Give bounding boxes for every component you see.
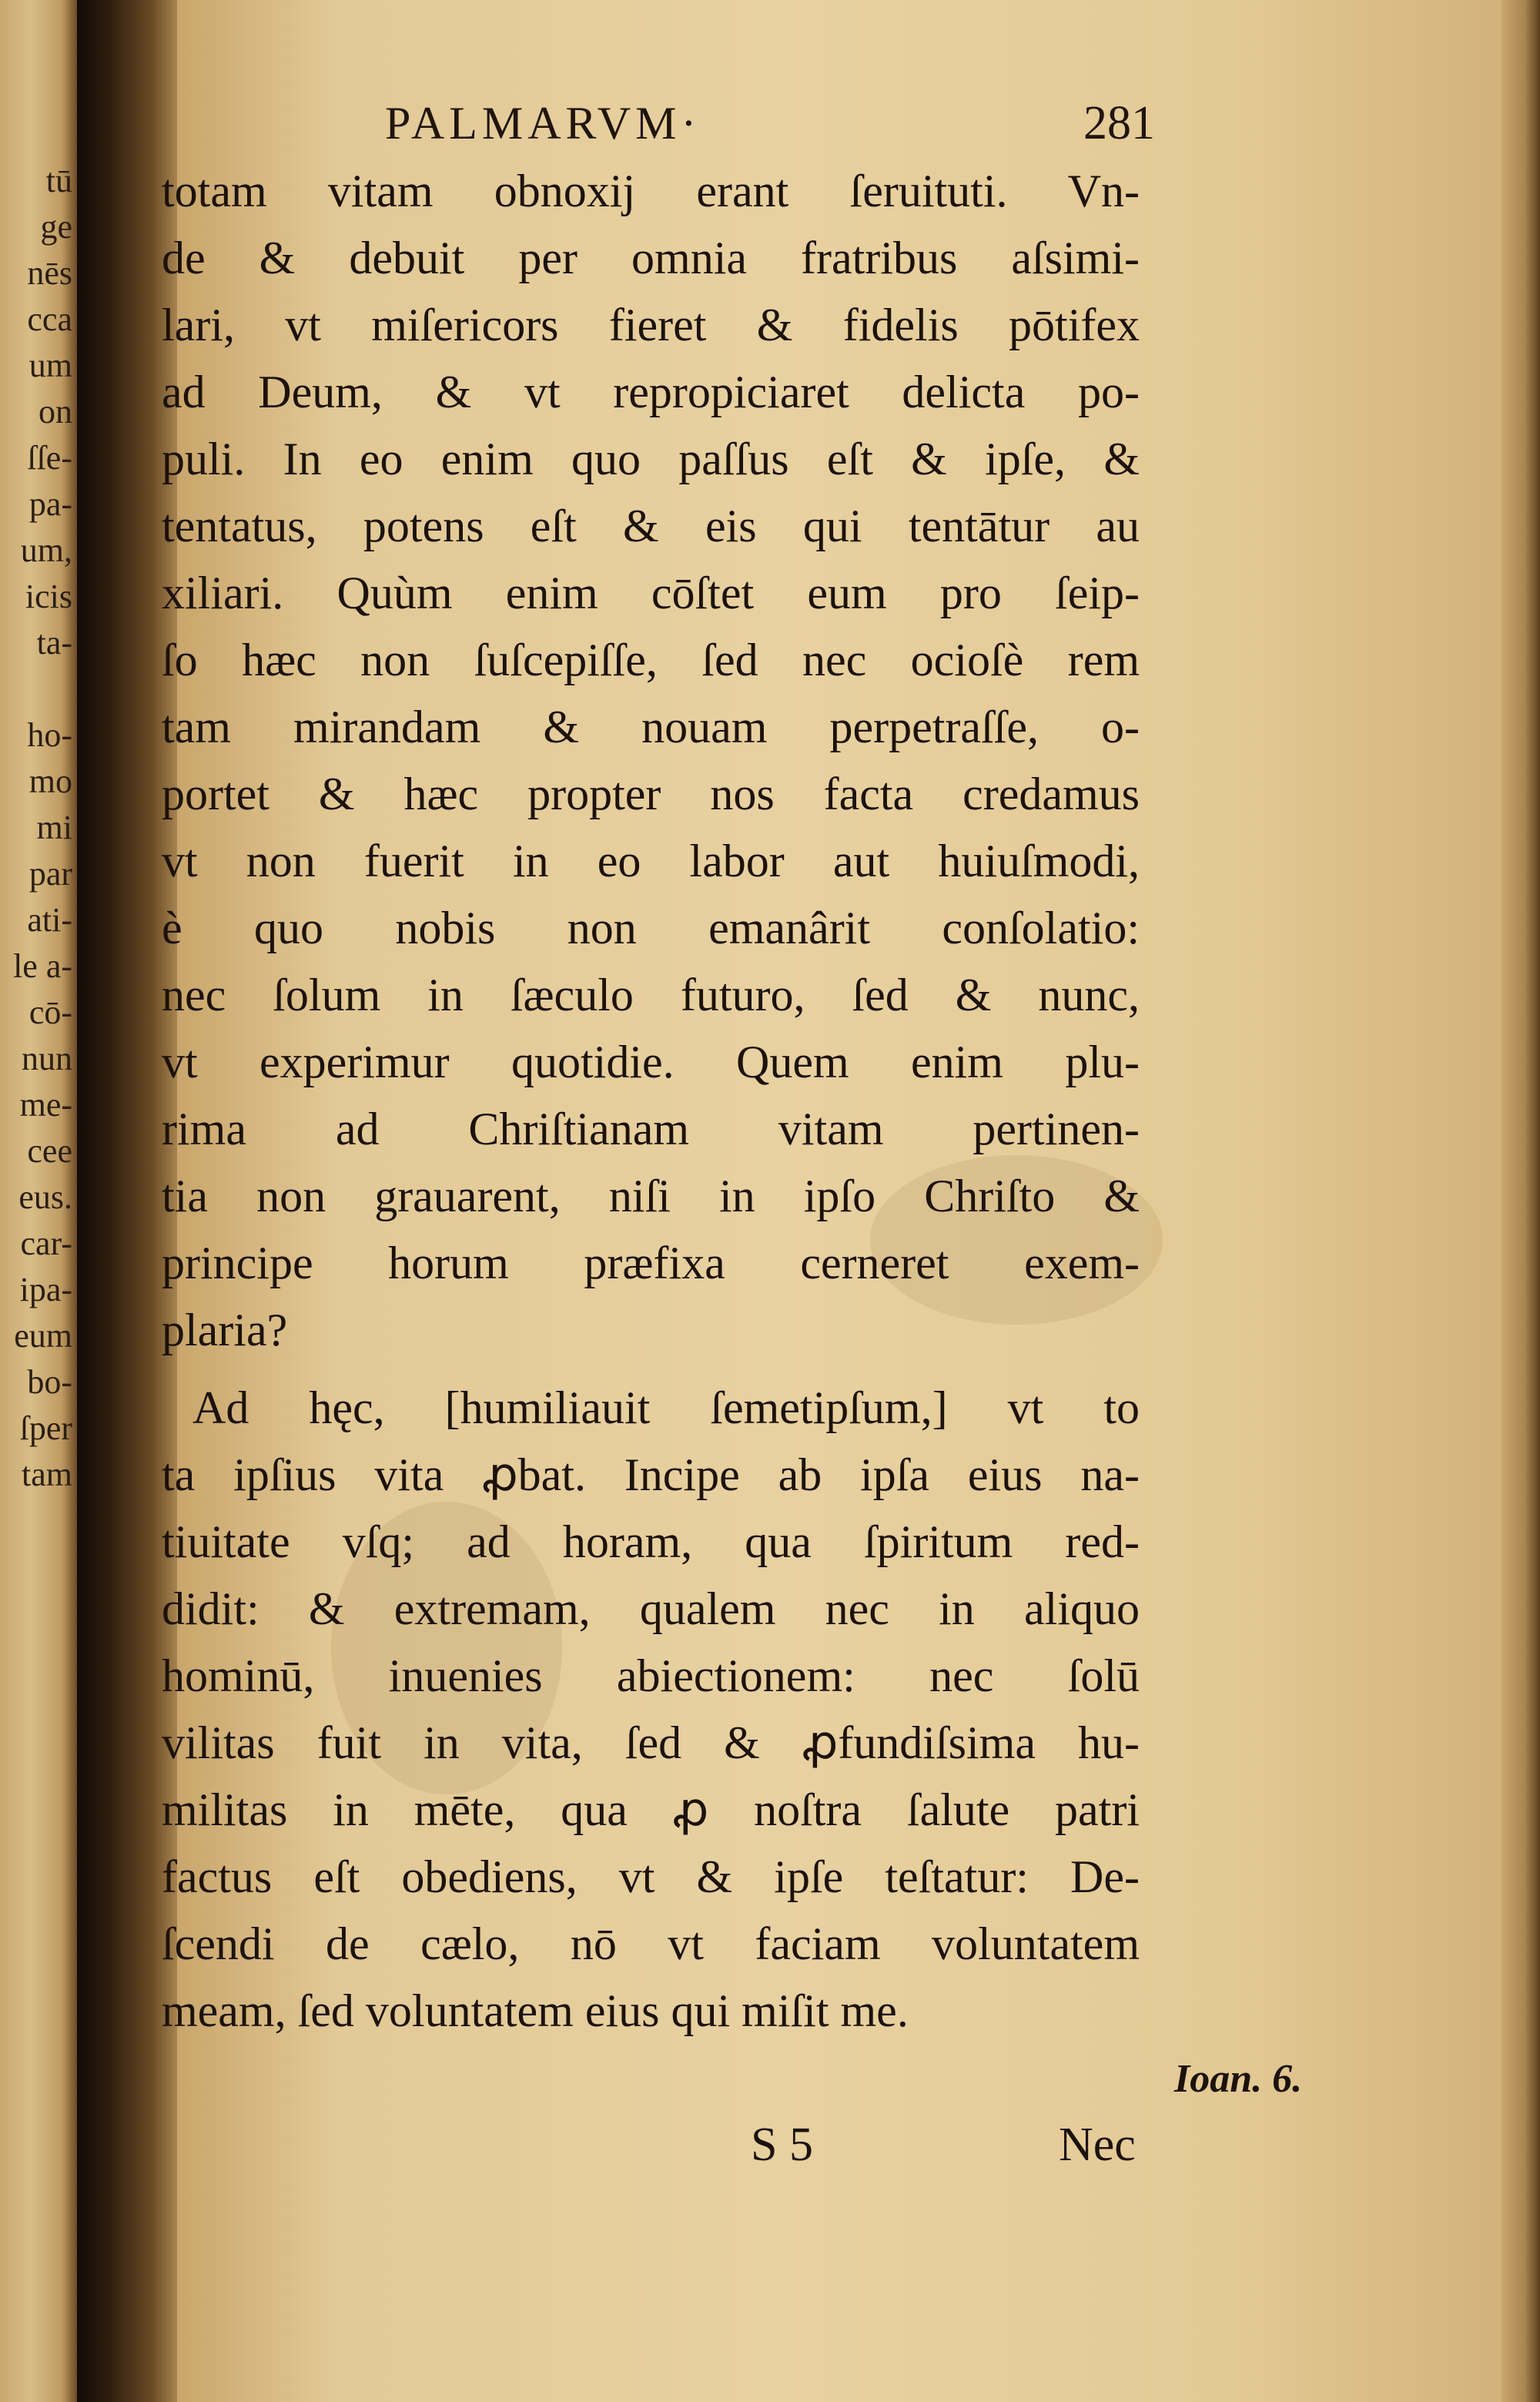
- text-line: de & debuit per omnia fratribus aſsimi-: [162, 233, 1140, 283]
- text-line: portet & hæc propter nos facta credamus: [162, 769, 1140, 819]
- text-line: puli. In eo enim quo paſſus eſt & ipſe, &: [162, 434, 1140, 484]
- previous-page-fragment: ipa-: [19, 1271, 72, 1308]
- previous-page-fragment: ſſe-: [27, 439, 72, 477]
- previous-page-fragment: ati-: [27, 901, 72, 939]
- previous-page-edge: [0, 0, 77, 2402]
- text-line: lari, vt miſericors fieret & fidelis pōtifex: [162, 300, 1140, 350]
- text-line: vt non fuerit in eo labor aut huiuſmodi,: [162, 836, 1140, 886]
- text-line: tia non grauarent, niſi in ipſo Chriſto &: [162, 1171, 1140, 1221]
- text-line: rima ad Chriſtianam vitam pertinen-: [162, 1104, 1140, 1154]
- previous-page-fragment: bo-: [27, 1363, 72, 1401]
- previous-page-fragment: cō-: [28, 993, 72, 1031]
- previous-page-fragment: cca: [27, 300, 72, 338]
- text-line: didit: & extremam, qualem nec in aliquo: [162, 1583, 1140, 1634]
- previous-page-fragment: icis: [25, 578, 72, 615]
- previous-page-fragment: mi: [36, 809, 72, 846]
- previous-page-fragment: um,: [20, 531, 72, 569]
- previous-page-line-fragments: [2, 158, 75, 1498]
- text-line: tentatus, potens eſt & eis qui tentātur au: [162, 501, 1140, 551]
- previous-page-fragment: ge: [40, 208, 72, 246]
- text-line: ſo hæc non ſuſcepiſſe, ſed nec ocioſè rem: [162, 635, 1140, 685]
- signature-mark: S 5: [751, 2119, 813, 2171]
- previous-page-fragment: ho-: [27, 716, 72, 754]
- text-line: tiuitate vſq; ad horam, qua ſpiritum red-: [162, 1516, 1140, 1567]
- previous-page-fragment: tū: [45, 162, 72, 199]
- text-line: nec ſolum in ſæculo futuro, ſed & nunc,: [162, 970, 1140, 1020]
- text-line: è quo nobis non emanârit conſolatio:: [162, 903, 1140, 953]
- previous-page-fragment: on: [38, 393, 72, 430]
- page-number: 281: [1083, 97, 1155, 149]
- catchword: Nec: [1059, 2119, 1136, 2171]
- previous-page-fragment: eum: [14, 1317, 72, 1355]
- running-title: PALMARVM·: [385, 98, 701, 149]
- text-line: plaria?: [162, 1305, 288, 1355]
- text-line: meam, ſed voluntatem eius qui miſit me.: [162, 1985, 909, 2036]
- text-line: factus eſt obediens, vt & ipſe teſtatur: De-: [162, 1851, 1140, 1902]
- text-line: vt experimur quotidie. Quem enim plu-: [162, 1037, 1140, 1087]
- margin-note: Ioan. 6.: [1174, 2057, 1303, 2101]
- previous-page-fragment: nēs: [27, 254, 72, 292]
- text-line: vilitas fuit in vita, ſed & ꝓfundiſsima hu-: [162, 1717, 1140, 1768]
- previous-page-fragment: ta-: [36, 624, 72, 662]
- text-line: militas in mēte, qua ꝓ noſtra ſalute patri: [162, 1784, 1140, 1835]
- text-line: ta ipſius vita ꝓbat. Incipe ab ipſa eius na-: [162, 1449, 1140, 1500]
- text-line: hominū, inuenies abiectionem: nec ſolū: [162, 1650, 1140, 1701]
- text-line: xiliari. Quùm enim cōſtet eum pro ſeip-: [162, 568, 1140, 618]
- text-line: principe horum præfixa cerneret exem-: [162, 1238, 1140, 1288]
- text-line: totam vitam obnoxij erant ſeruituti. Vn-: [162, 166, 1140, 216]
- previous-page-fragment: le a-: [13, 947, 72, 985]
- previous-page-fragment: par: [28, 855, 72, 893]
- previous-page-fragment: um: [28, 347, 72, 384]
- previous-page-fragment: ſper: [19, 1409, 72, 1447]
- body-text: [162, 158, 1140, 2045]
- page-right-edge: [1502, 0, 1540, 2402]
- previous-page-fragment: [2, 666, 75, 712]
- text-line: tam mirandam & nouam perpetraſſe, o-: [162, 702, 1140, 752]
- previous-page-fragment: eus.: [18, 1178, 72, 1216]
- previous-page-fragment: tam: [22, 1456, 72, 1493]
- previous-page-fragment: mo: [28, 762, 72, 800]
- previous-page-fragment: nun: [22, 1040, 72, 1077]
- previous-page-fragment: cee: [27, 1132, 72, 1170]
- text-line: Ad hęc, [humiliauit ſemetipſum,] vt to: [192, 1382, 1140, 1433]
- running-head: [385, 92, 1155, 154]
- text-line: ſcendi de cælo, nō vt faciam voluntatem: [162, 1918, 1140, 1969]
- previous-page-fragment: me-: [19, 1086, 72, 1124]
- previous-page-fragment: car-: [20, 1224, 72, 1262]
- text-line: ad Deum, & vt repropiciaret delicta po-: [162, 367, 1140, 417]
- previous-page-fragment: pa-: [28, 485, 72, 523]
